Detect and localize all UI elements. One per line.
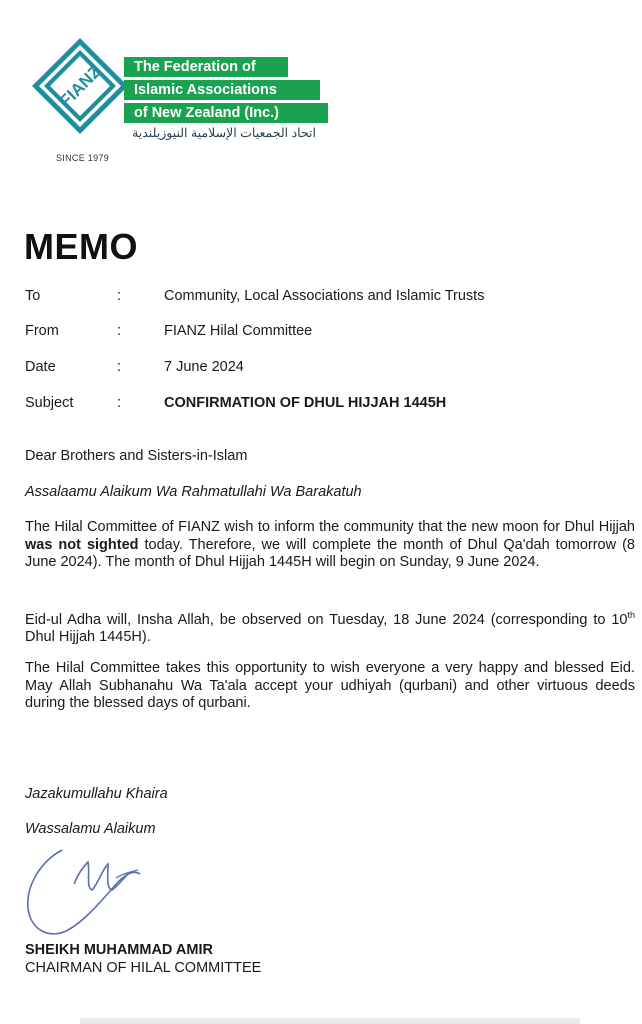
to-label: To [25,288,41,304]
memo-title: MEMO [24,226,138,267]
paragraph-1 [25,519,635,572]
signature-image [22,844,152,942]
logo-text: FIANZ [55,61,105,111]
org-name-line-3: of New Zealand (Inc.) [124,103,328,123]
closing-thanks: Jazakumullahu Khaira [25,786,168,802]
paragraph-2-text-b: Dhul Hijjah 1445H). [25,629,151,646]
since-year: SINCE 1979 [56,153,110,163]
paragraph-3: The Hilal Committee takes this opportunity to wish everyone a very happy and blessed Eid. May Allah Subhanahu Wa Ta'ala accept your udhiyah (qurbani) and other virtuous deeds during the blessed days of qurbani. [25,660,635,711]
paragraph-2-text-a: Eid-ul Adha will, Insha Allah, be observed on Tuesday, 18 June 2024 (corresponding to 10 [25,611,628,628]
subject-value: CONFIRMATION OF DHUL HIJJAH 1445H [164,395,447,411]
subject-colon: : [117,395,122,411]
fianz-logo-icon [30,36,130,136]
from-label: From [25,323,59,339]
date-colon: : [117,359,122,375]
org-name-line-2: Islamic Associations [124,80,320,100]
subject-label: Subject [25,395,74,411]
paragraph-1-text-b: today. Therefore, we will complete the month of Dhul Qa'dah tomorrow (8 June 2024). The month of Dhul Hijjah 1445H will begin on Sunday, 9 June 2024. [25,536,635,570]
greeting: Assalaamu Alaikum Wa Rahmatullahi Wa Barakatuh [25,484,362,500]
closing-salam: Wassalamu Alaikum [25,821,156,837]
salutation: Dear Brothers and Sisters-in-Islam [25,448,248,464]
from-value: FIANZ Hilal Committee [164,323,313,339]
signatory-title: CHAIRMAN OF HILAL COMMITTEE [25,960,262,976]
date-value: 7 June 2024 [164,359,244,375]
paragraph-1-text-a: The Hilal Committee of FIANZ wish to inform the community that the new moon for Dhul Hijjah [25,519,635,535]
org-name-arabic: اتحاد الجمعيات الإسلامية النيوزيلندية [132,126,316,140]
footer-bar [80,1018,580,1024]
to-value: Community, Local Associations and Islamic Trusts [164,288,485,304]
org-name-line-1: The Federation of [124,57,288,77]
paragraph-1-emphasis: was not sighted [25,536,139,553]
paragraph-2-ordinal: th [627,610,635,620]
to-colon: : [117,288,122,304]
date-label: Date [25,359,56,375]
paragraph-2 [25,607,635,647]
from-colon: : [117,323,122,339]
signatory-name: SHEIKH MUHAMMAD AMIR [25,942,213,958]
